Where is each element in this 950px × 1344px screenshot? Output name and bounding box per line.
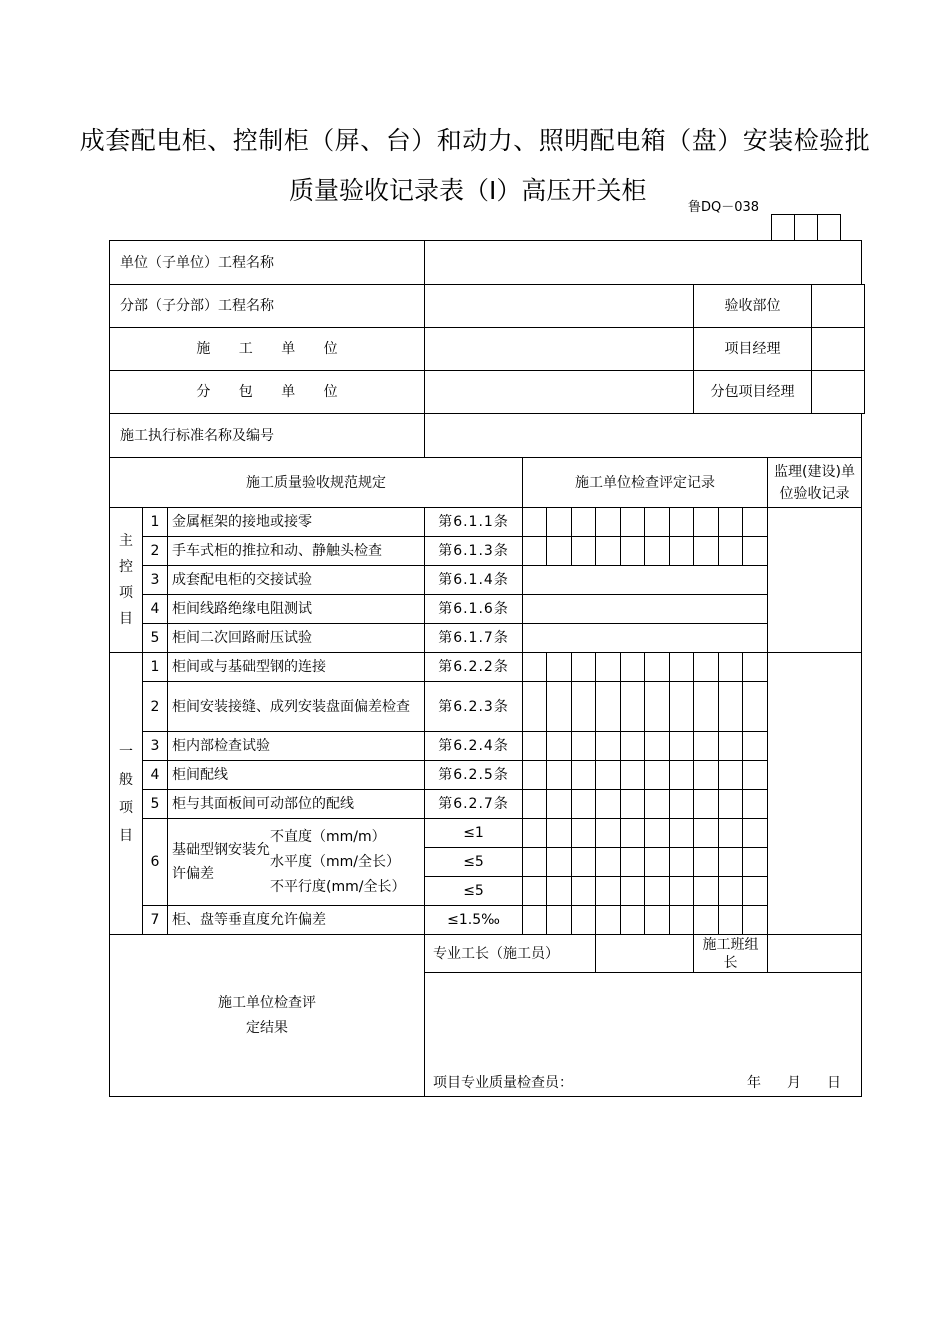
general-label-char: 项: [119, 799, 133, 816]
general-label-char: 一: [119, 743, 133, 760]
check-cell[interactable]: [645, 508, 670, 537]
main-label-char: 主: [119, 533, 133, 549]
check-cell[interactable]: [719, 732, 743, 761]
team-leader-label: 施工班组长: [694, 935, 768, 973]
check-record-field[interactable]: [523, 624, 768, 653]
check-cell[interactable]: [621, 819, 645, 848]
check-cell[interactable]: [694, 848, 719, 877]
evaluation-label-text: 施工单位检查评定结果: [218, 994, 316, 1036]
project-manager-field[interactable]: [812, 328, 864, 370]
item-description: 柜内部检查试验: [168, 732, 425, 761]
check-cell[interactable]: [572, 819, 596, 848]
check-cell[interactable]: [694, 877, 719, 906]
check-cell[interactable]: [694, 761, 719, 790]
main-label-char: 目: [119, 611, 133, 627]
check-cell[interactable]: [621, 790, 645, 819]
check-cell[interactable]: [523, 877, 547, 906]
main-label-char: 项: [119, 585, 133, 601]
check-cell[interactable]: [523, 508, 547, 537]
item-description: 成套配电柜的交接试验: [168, 566, 425, 595]
item-clause: 第6.1.1条: [425, 508, 523, 537]
check-cell[interactable]: [670, 508, 694, 537]
tolerance-limit: ≤1.5‰: [425, 906, 523, 935]
check-cell[interactable]: [670, 537, 694, 566]
check-cell[interactable]: [694, 819, 719, 848]
check-cell[interactable]: [572, 732, 596, 761]
item-number: 2: [143, 682, 168, 732]
item-description: 柜、盘等垂直度允许偏差: [168, 906, 425, 935]
check-cell[interactable]: [596, 508, 621, 537]
check-cell[interactable]: [670, 761, 694, 790]
general-label-char: 目: [119, 827, 133, 844]
subcontract-unit-label: 分 包 单 位: [110, 371, 425, 414]
check-cell[interactable]: [572, 790, 596, 819]
check-cell[interactable]: [645, 537, 670, 566]
check-cell[interactable]: [596, 682, 621, 732]
check-cell[interactable]: [523, 653, 547, 682]
item-description: 基础型钢安装允许偏差: [172, 842, 270, 882]
check-cell[interactable]: [719, 906, 743, 935]
foreman-field[interactable]: [596, 935, 694, 973]
check-cell[interactable]: [621, 848, 645, 877]
item-clause: 第6.1.6条: [425, 595, 523, 624]
general-label-char: 般: [119, 771, 133, 788]
check-cell[interactable]: [743, 819, 768, 848]
tolerance-limit: ≤5: [425, 877, 523, 906]
check-cell[interactable]: [523, 848, 547, 877]
check-cell[interactable]: [596, 761, 621, 790]
check-cell[interactable]: [572, 653, 596, 682]
subcontract-manager-field[interactable]: [812, 371, 864, 413]
check-cell[interactable]: [743, 537, 768, 566]
check-cell[interactable]: [645, 682, 670, 732]
item-number: 2: [143, 537, 168, 566]
check-cell[interactable]: [572, 761, 596, 790]
check-cell[interactable]: [572, 537, 596, 566]
evaluation-result-field[interactable]: [425, 973, 862, 1097]
item-description: 柜间安装接缝、成列安装盘面偏差检查: [168, 682, 425, 732]
check-cell[interactable]: [743, 848, 768, 877]
item-number: 4: [143, 761, 168, 790]
item-number: 3: [143, 566, 168, 595]
form-number: 鲁DQ－038: [688, 200, 760, 215]
form-title-line2: 质量验收记录表（Ⅰ）高压开关柜: [289, 176, 647, 205]
check-cell[interactable]: [719, 508, 743, 537]
check-cell[interactable]: [547, 653, 572, 682]
form-title-line1: 成套配电柜、控制柜（屏、台）和动力、照明配电箱（盘）安装检验批: [79, 126, 871, 155]
check-cell[interactable]: [670, 790, 694, 819]
supervision-general-field[interactable]: [768, 653, 862, 935]
main-items-label: [110, 508, 143, 653]
check-cell[interactable]: [523, 790, 547, 819]
date-year: 年: [747, 1075, 762, 1091]
check-cell[interactable]: [670, 819, 694, 848]
check-cell[interactable]: [596, 653, 621, 682]
check-record-field[interactable]: [523, 566, 768, 595]
check-cell[interactable]: [670, 653, 694, 682]
evaluation-label: [110, 935, 425, 1097]
check-cell[interactable]: [719, 537, 743, 566]
check-cell[interactable]: [670, 848, 694, 877]
check-cell[interactable]: [719, 682, 743, 732]
item-description: 柜与其面板间可动部位的配线: [168, 790, 425, 819]
check-cell[interactable]: [621, 877, 645, 906]
check-cell[interactable]: [645, 761, 670, 790]
check-cell[interactable]: [670, 877, 694, 906]
division-project-name-label: 分部（子分部）工程名称: [110, 285, 425, 328]
serial-box[interactable]: [771, 214, 795, 240]
check-cell[interactable]: [645, 906, 670, 935]
standard-field[interactable]: [425, 414, 862, 458]
check-cell[interactable]: [694, 732, 719, 761]
item-number: 5: [143, 624, 168, 653]
construction-unit-label: 施 工 单 位: [110, 328, 425, 371]
item-clause: 第6.1.3条: [425, 537, 523, 566]
unit-project-name-label: 单位（子单位）工程名称: [110, 241, 425, 285]
check-cell[interactable]: [621, 906, 645, 935]
check-cell[interactable]: [719, 761, 743, 790]
check-cell[interactable]: [596, 877, 621, 906]
check-cell[interactable]: [596, 819, 621, 848]
check-cell[interactable]: [621, 682, 645, 732]
item-description: 柜间配线: [168, 761, 425, 790]
check-cell[interactable]: [596, 537, 621, 566]
unit-project-name-field[interactable]: [425, 241, 862, 285]
division-project-name-field[interactable]: [425, 285, 694, 328]
check-cell[interactable]: [645, 790, 670, 819]
item-clause: 第6.2.4条: [425, 732, 523, 761]
check-cell[interactable]: [743, 732, 768, 761]
check-cell[interactable]: [572, 906, 596, 935]
check-cell[interactable]: [719, 877, 743, 906]
supervision-main-field[interactable]: [768, 508, 862, 653]
check-cell[interactable]: [596, 790, 621, 819]
subcontract-unit-field[interactable]: [425, 371, 694, 414]
check-cell[interactable]: [547, 906, 572, 935]
serial-number-boxes[interactable]: [772, 214, 841, 240]
tolerance-limit: ≤5: [425, 848, 523, 877]
team-leader-field[interactable]: [768, 935, 862, 973]
check-cell[interactable]: [694, 906, 719, 935]
check-cell[interactable]: [523, 906, 547, 935]
check-cell[interactable]: [547, 761, 572, 790]
acceptance-part-field[interactable]: [812, 285, 864, 327]
check-cell[interactable]: [547, 682, 572, 732]
item-number: 1: [143, 508, 168, 537]
sub-item-name: 不直度（mm/m）: [270, 828, 386, 845]
item-clause: 第6.1.4条: [425, 566, 523, 595]
check-cell[interactable]: [670, 906, 694, 935]
check-cell[interactable]: [547, 790, 572, 819]
general-items-label: [110, 653, 143, 935]
item-description: 手车式柜的推拉和动、静触头检查: [168, 537, 425, 566]
check-cell[interactable]: [645, 819, 670, 848]
item-number: 5: [143, 790, 168, 819]
check-cell[interactable]: [523, 682, 547, 732]
check-cell[interactable]: [523, 537, 547, 566]
check-cell[interactable]: [572, 682, 596, 732]
serial-box[interactable]: [817, 214, 841, 240]
check-record-field[interactable]: [523, 595, 768, 624]
subcontract-manager-label: 分包项目经理: [694, 371, 812, 413]
item-number: 1: [143, 653, 168, 682]
check-cell[interactable]: [645, 877, 670, 906]
check-cell[interactable]: [743, 682, 768, 732]
item-clause: 第6.2.7条: [425, 790, 523, 819]
date-day: 日: [827, 1075, 842, 1091]
check-cell[interactable]: [670, 682, 694, 732]
check-cell[interactable]: [596, 848, 621, 877]
check-cell[interactable]: [743, 877, 768, 906]
item-number: 7: [143, 906, 168, 935]
check-cell[interactable]: [547, 508, 572, 537]
check-cell[interactable]: [523, 732, 547, 761]
check-cell[interactable]: [743, 906, 768, 935]
item-clause: 第6.2.5条: [425, 761, 523, 790]
item-number: 6: [143, 819, 168, 906]
check-cell[interactable]: [645, 732, 670, 761]
check-cell[interactable]: [645, 653, 670, 682]
check-cell[interactable]: [719, 653, 743, 682]
check-cell[interactable]: [596, 906, 621, 935]
acceptance-part-label: 验收部位: [694, 285, 812, 327]
sub-item-name: 不平行度(mm/全长）: [270, 878, 406, 895]
item-clause: 第6.2.3条: [425, 682, 523, 732]
check-cell[interactable]: [743, 508, 768, 537]
supervision-column-header: 监理(建设)单位验收记录: [768, 458, 862, 508]
check-cell[interactable]: [743, 790, 768, 819]
item-clause: 第6.1.7条: [425, 624, 523, 653]
check-cell[interactable]: [547, 819, 572, 848]
spec-column-header: 施工质量验收规范规定: [110, 458, 523, 508]
check-cell[interactable]: [621, 537, 645, 566]
check-cell[interactable]: [596, 732, 621, 761]
tolerance-limit: ≤1: [425, 819, 523, 848]
check-cell[interactable]: [670, 732, 694, 761]
check-cell[interactable]: [645, 848, 670, 877]
check-cell[interactable]: [694, 790, 719, 819]
inspection-form-table: [109, 240, 865, 1097]
check-cell[interactable]: [572, 848, 596, 877]
item-description: 柜间线路绝缘电阻测试: [168, 595, 425, 624]
check-cell[interactable]: [547, 537, 572, 566]
main-label-char: 控: [119, 559, 133, 575]
project-manager-label: 项目经理: [694, 328, 812, 370]
check-cell[interactable]: [719, 819, 743, 848]
inspector-label: 项目专业质量检查员：: [433, 1075, 574, 1091]
check-cell[interactable]: [547, 732, 572, 761]
standard-label: 施工执行标准名称及编号: [110, 414, 425, 458]
check-cell[interactable]: [621, 508, 645, 537]
serial-box[interactable]: [794, 214, 818, 240]
item-description: 金属框架的接地或接零: [168, 508, 425, 537]
check-cell[interactable]: [523, 761, 547, 790]
sub-item-name: 水平度（mm/全长）: [270, 853, 400, 870]
check-cell[interactable]: [719, 848, 743, 877]
check-cell[interactable]: [694, 682, 719, 732]
check-record-column-header: 施工单位检查评定记录: [523, 458, 768, 508]
check-cell[interactable]: [572, 508, 596, 537]
check-cell[interactable]: [694, 537, 719, 566]
item-number: 4: [143, 595, 168, 624]
check-cell[interactable]: [523, 819, 547, 848]
date-month: 月: [787, 1075, 802, 1091]
check-cell[interactable]: [743, 653, 768, 682]
check-cell[interactable]: [621, 761, 645, 790]
check-cell[interactable]: [743, 761, 768, 790]
check-cell[interactable]: [572, 877, 596, 906]
check-cell[interactable]: [547, 877, 572, 906]
item-description: 柜间或与基础型钢的连接: [168, 653, 425, 682]
item-number: 3: [143, 732, 168, 761]
check-cell[interactable]: [694, 653, 719, 682]
item-description: 柜间二次回路耐压试验: [168, 624, 425, 653]
check-cell[interactable]: [621, 732, 645, 761]
item-clause: 第6.2.2条: [425, 653, 523, 682]
check-cell[interactable]: [719, 790, 743, 819]
construction-unit-field[interactable]: [425, 328, 694, 371]
check-cell[interactable]: [694, 508, 719, 537]
check-cell[interactable]: [547, 848, 572, 877]
check-cell[interactable]: [621, 653, 645, 682]
foreman-label: 专业工长（施工员）: [425, 935, 596, 973]
